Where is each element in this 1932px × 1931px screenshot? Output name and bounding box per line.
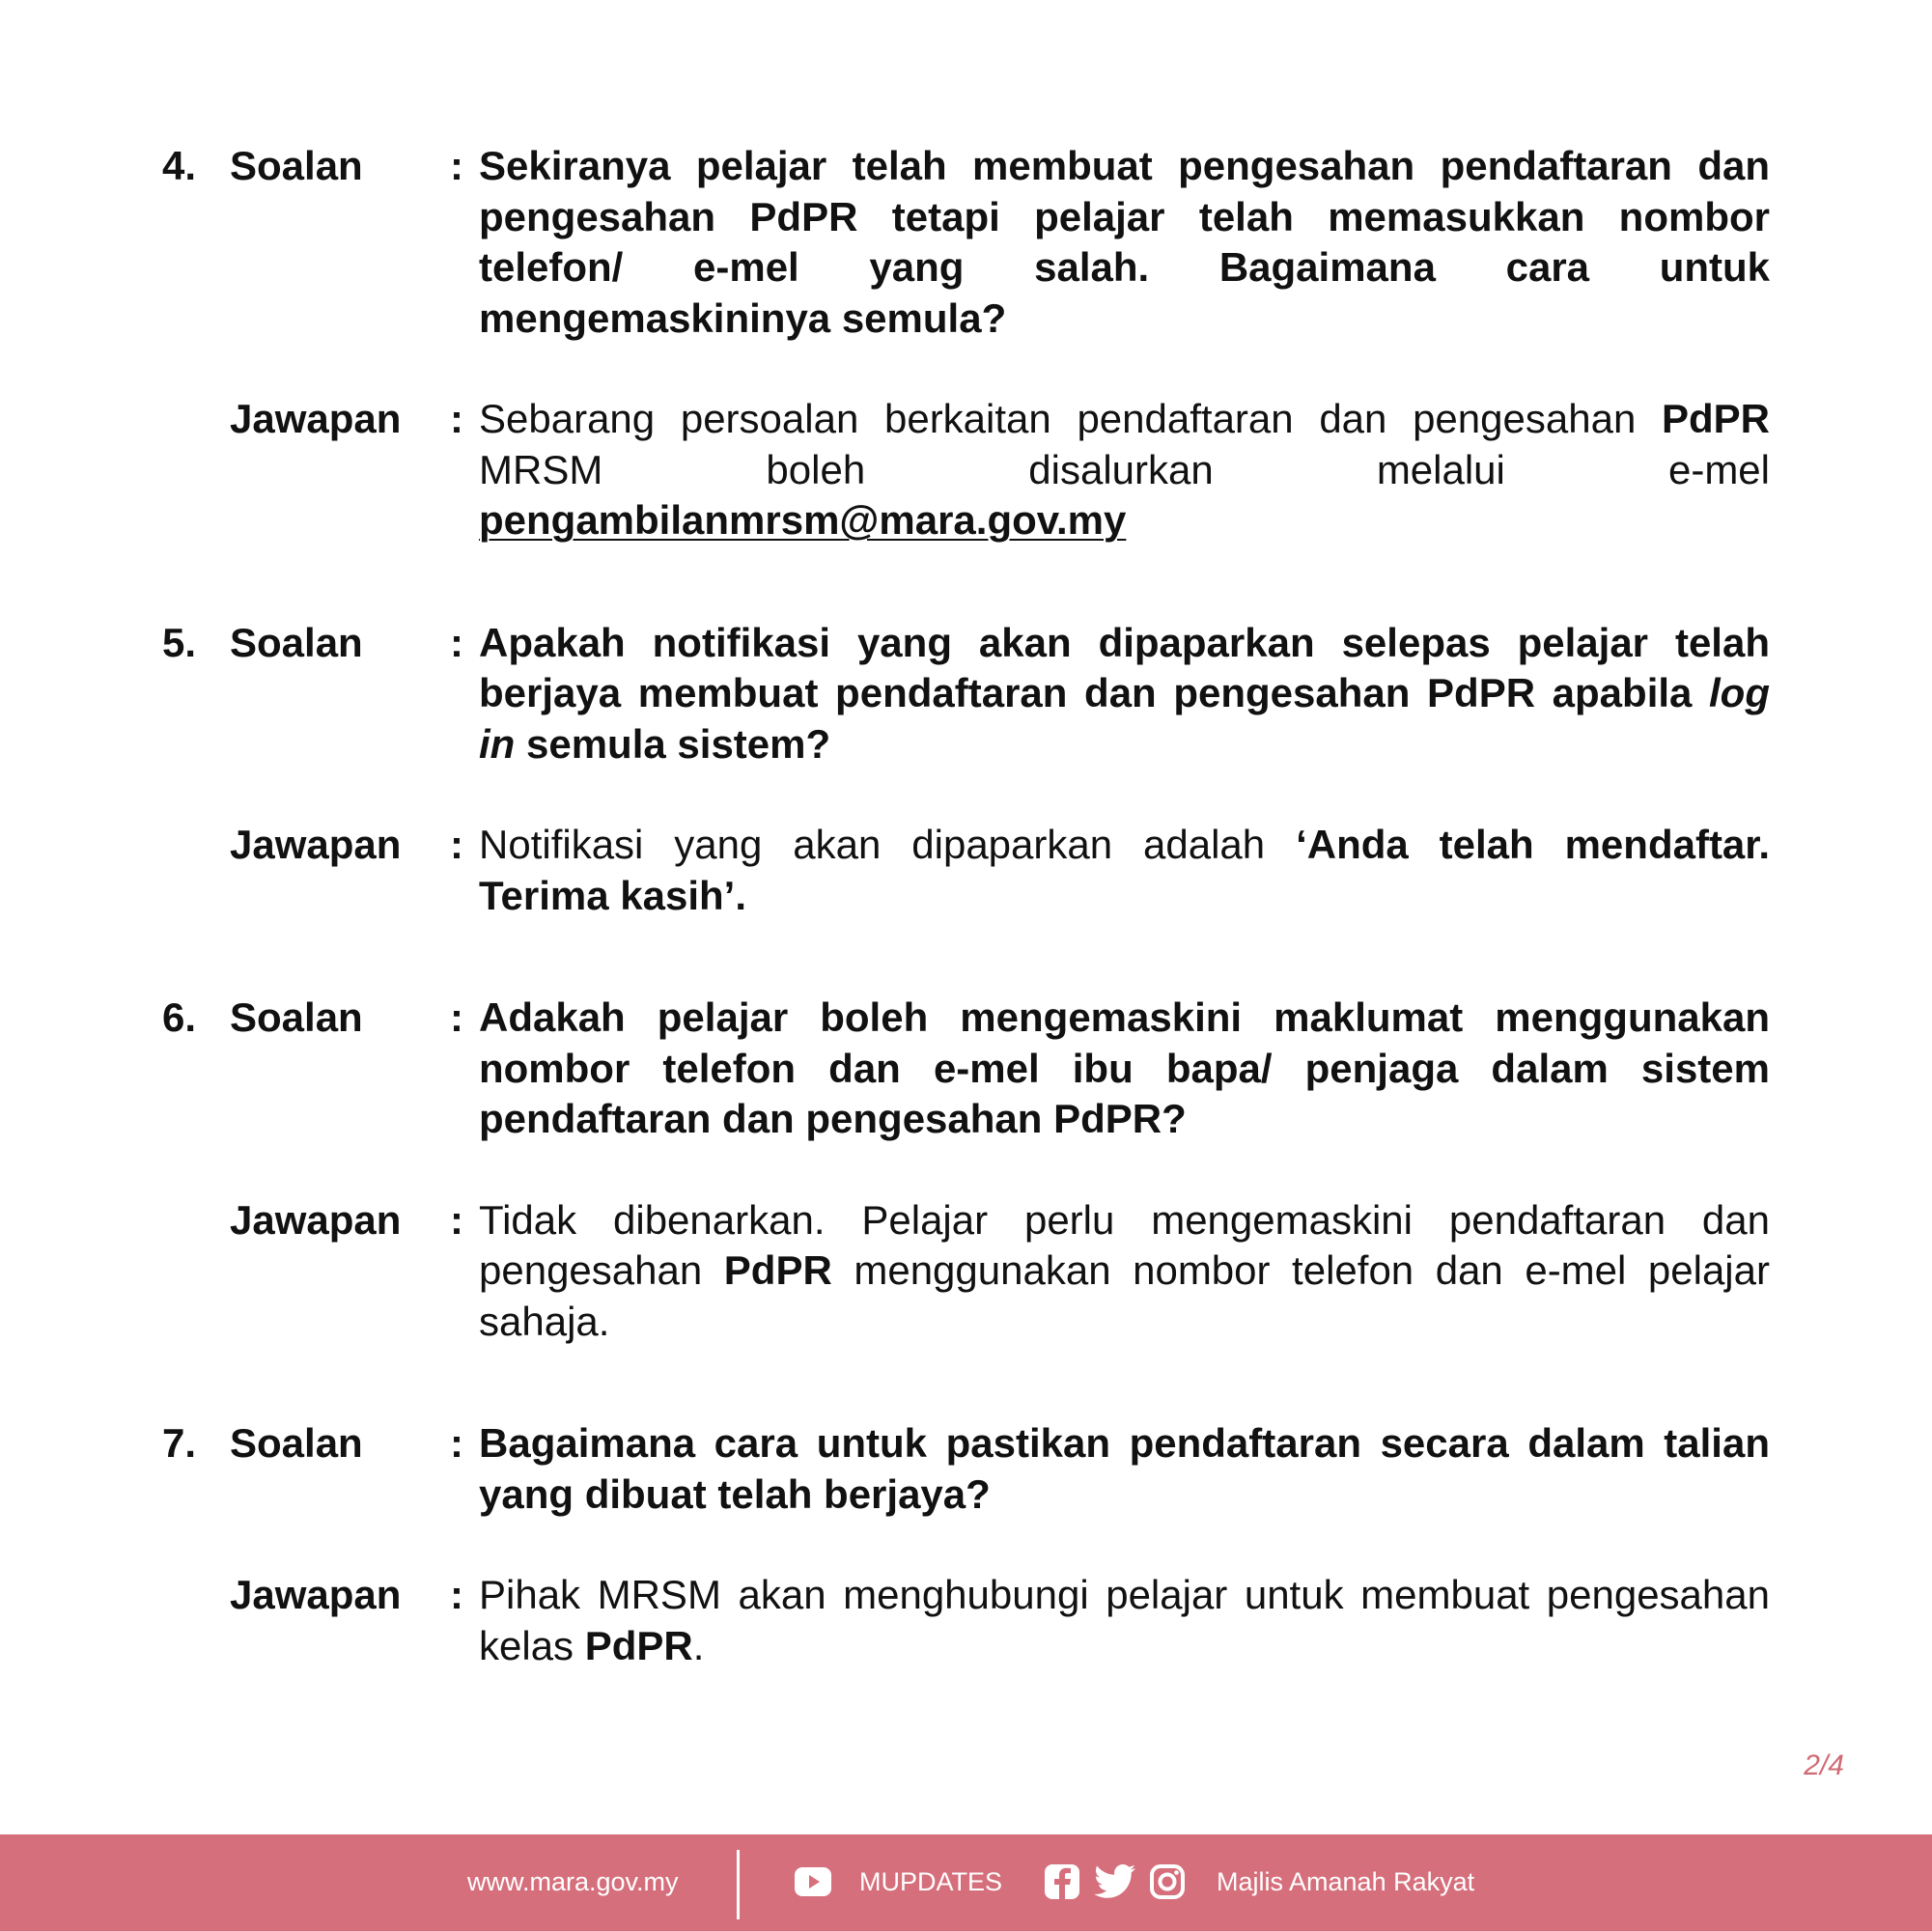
question-text: Sekiranya pelajar telah membuat pengesahan pendaftaran dan pengesahan PdPR tetapi pelajar telah memasukkan nombor telefon/ e-mel yang salah. Bagaimana cara untuk mengemaskininya semula? [479,143,1770,341]
colon: : [450,994,463,1040]
question-number: 5. [162,619,197,665]
answer-row [162,1195,1770,1348]
question-number: 7. [162,1420,197,1466]
footer-divider [737,1850,740,1919]
question-number: 4. [162,143,197,188]
faq-content [162,141,1770,1743]
question-label: Soalan [230,143,363,188]
answer-text: Tidak dibenarkan. Pelajar perlu mengemaskini pendaftaran dan pengesahan PdPR menggunakan nombor telefon dan e-mel pelajar sahaja. [479,1196,1770,1344]
question-label: Soalan [230,1420,363,1466]
qa-item-4 [162,141,1770,546]
answer-label: Jawapan [230,396,402,441]
page-number: 2/4 [1804,1749,1844,1781]
colon: : [450,143,463,188]
answer-text: Sebarang persoalan berkaitan pendaftaran dan pengesahan PdPR MRSM boleh disalurkan melalui e-mel pengambilanmrsm@mara.gov.my [479,396,1770,543]
answer-text: Notifikasi yang akan dipaparkan adalah ‘Anda telah mendaftar. Terima kasih’. [479,822,1770,918]
answer-row [162,394,1770,546]
qa-item-7 [162,1418,1770,1671]
twitter-icon[interactable] [1094,1863,1136,1907]
question-row [162,993,1770,1145]
colon: : [450,822,463,867]
question-text: Adakah pelajar boleh mengemaskini maklumat menggunakan nombor telefon dan e-mel ibu bapa/ penjaga dalam sistem pendaftaran dan pengesahan PdPR? [479,994,1770,1141]
colon: : [450,1572,463,1617]
question-text: Bagaimana cara untuk pastikan pendaftaran secara dalam talian yang dibuat telah berjaya? [479,1420,1770,1517]
answer-row [162,1570,1770,1671]
question-label: Soalan [230,994,363,1040]
instagram-icon[interactable] [1149,1863,1186,1907]
youtube-icon[interactable] [794,1863,832,1907]
answer-row [162,820,1770,921]
colon: : [450,1420,463,1466]
email-link[interactable]: pengambilanmrsm@mara.gov.my [479,497,1127,543]
youtube-channel-name[interactable]: MUPDATES [859,1867,1003,1896]
answer-text: Pihak MRSM akan menghubungi pelajar untuk membuat pengesahan kelas PdPR. [479,1572,1770,1668]
colon: : [450,396,463,441]
footer-bar [0,1834,1932,1931]
question-label: Soalan [230,619,363,665]
website-link[interactable]: www.mara.gov.my [467,1867,679,1896]
social-account-name[interactable]: Majlis Amanah Rakyat [1217,1867,1475,1896]
qa-item-6 [162,993,1770,1347]
answer-label: Jawapan [230,1196,402,1243]
answer-label: Jawapan [230,1572,402,1617]
facebook-icon[interactable] [1044,1863,1080,1907]
question-text: Apakah notifikasi yang akan dipaparkan selepas pelajar telah berjaya membuat pendaftaran dan pengesahan PdPR apabila log in semula sistem? [479,619,1770,767]
question-row [162,1418,1770,1520]
answer-label: Jawapan [230,822,402,867]
question-row [162,618,1770,770]
colon: : [450,619,463,665]
colon: : [450,1196,463,1243]
question-number: 6. [162,994,197,1040]
qa-item-5 [162,618,1770,922]
question-row [162,141,1770,344]
